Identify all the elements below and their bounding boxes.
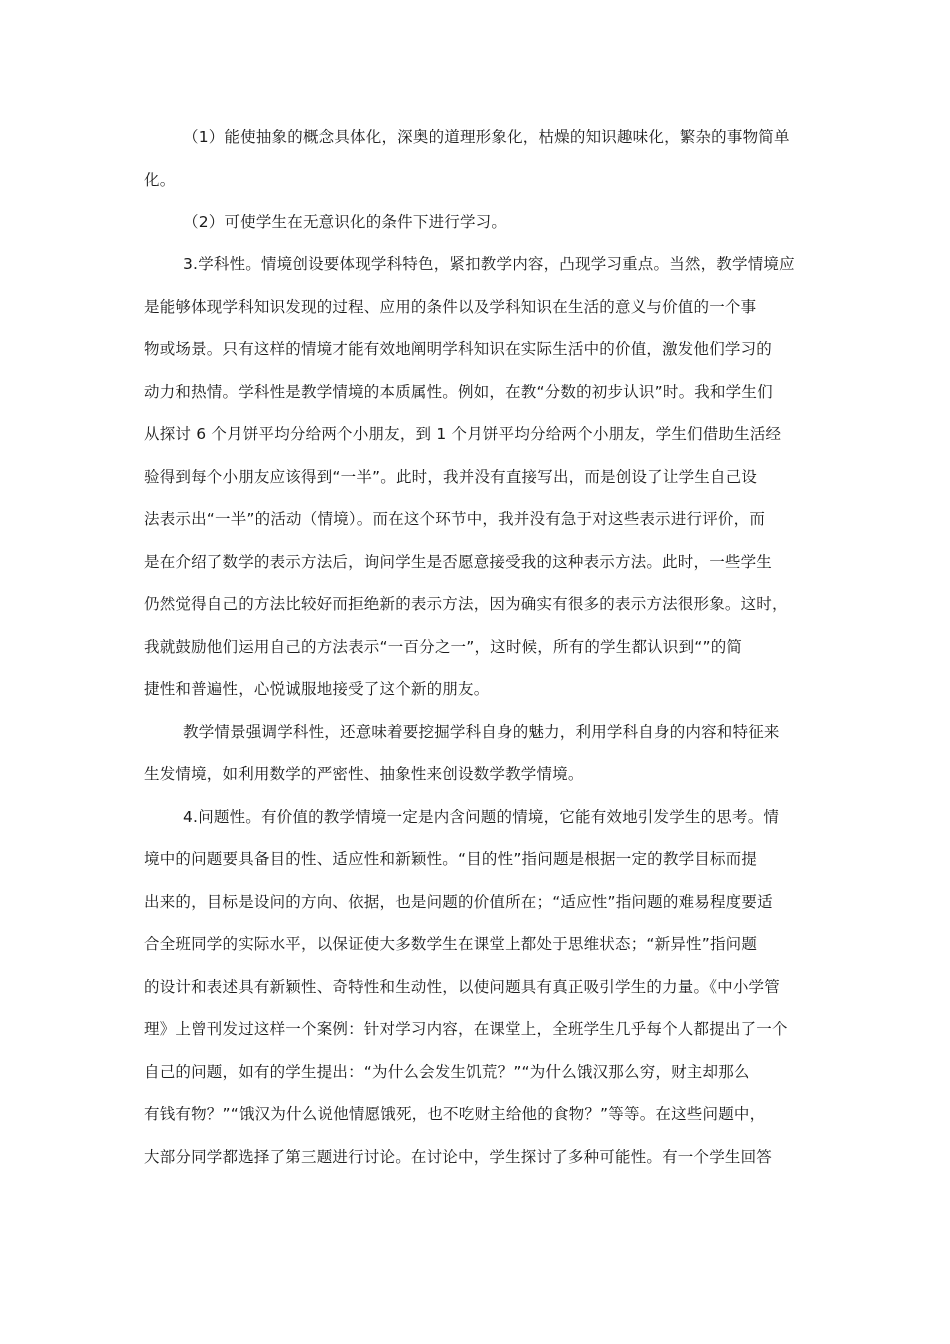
text-line: 出来的，目标是设问的方向、依据，也是问题的价值所在；“适应性”指问题的难易程度要适 (144, 893, 773, 911)
text-line: 化。 (144, 171, 176, 189)
text-line: 是在介绍了数学的表示方法后，询问学生是否愿意接受我的这种表示方法。此时，一些学生 (144, 553, 773, 571)
text-line: 有钱有物？”“饿汉为什么说他情愿饿死，也不吃财主给他的食物？”等等。在这些问题中， (144, 1105, 766, 1123)
text-line: 仍然觉得自己的方法比较好而拒绝新的表示方法，因为确实有很多的表示方法很形象。这时， (144, 595, 788, 613)
text-line: 从探讨 6 个月饼平均分给两个小朋友，到 1 个月饼平均分给两个小朋友，学生们借助生活经 (144, 425, 782, 443)
text-line: 物或场景。只有这样的情境才能有效地阐明学科知识在实际生活中的价值，激发他们学习的 (144, 340, 773, 358)
text-line: （2）可使学生在无意识化的条件下进行学习。 (183, 213, 508, 231)
text-line: 是能够体现学科知识发现的过程、应用的条件以及学科知识在生活的意义与价值的一个事 (144, 298, 757, 316)
text-line: 验得到每个小朋友应该得到“一半”。此时，我并没有直接写出，而是创设了让学生自己设 (144, 468, 758, 486)
text-line: 的设计和表述具有新颖性、奇特性和生动性，以使问题具有真正吸引学生的力量。《中小学管 (144, 978, 780, 996)
text-line: 生发情境，如利用数学的严密性、抽象性来创设数学教学情境。 (144, 765, 584, 783)
text-line: 境中的问题要具备目的性、适应性和新颖性。“目的性”指问题是根据一定的教学目标而提 (144, 850, 758, 868)
text-line: 捷性和普遍性，心悦诚服地接受了这个新的朋友。 (144, 680, 490, 698)
text-line: 合全班同学的实际水平，以保证使大多数学生在课堂上都处于思维状态；“新异性”指问题 (144, 935, 758, 953)
text-line: 动力和热情。学科性是教学情境的本质属性。例如，在教“分数的初步认识”时。我和学生们 (144, 383, 773, 401)
text-line: 教学情景强调学科性，还意味着要挖掘学科自身的魅力，利用学科自身的内容和特征来 (183, 723, 780, 741)
text-line: 法表示出“一半”的活动（情境）。而在这个环节中，我并没有急于对这些表示进行评价，而 (144, 510, 766, 528)
text-line: 4.问题性。有价值的教学情境一定是内含问题的情境，它能有效地引发学生的思考。情 (183, 808, 780, 826)
text-line: （1）能使抽象的概念具体化，深奥的道理形象化，枯燥的知识趣味化，繁杂的事物简单 (183, 128, 790, 146)
text-line: 大部分同学都选择了第三题进行讨论。在讨论中，学生探讨了多种可能性。有一个学生回答 (144, 1148, 773, 1166)
text-line: 我就鼓励他们运用自己的方法表示“一百分之一”，这时候，所有的学生都认识到“”的简 (144, 638, 743, 656)
text-line: 3.学科性。情境创设要体现学科特色，紧扣教学内容，凸现学习重点。当然，教学情境应 (183, 255, 795, 273)
text-line: 自己的问题，如有的学生提出：“为什么会发生饥荒？”“为什么饿汉那么穷，财主却那么 (144, 1063, 750, 1081)
text-line: 理》上曾刊发过这样一个案例：针对学习内容，在课堂上，全班学生几乎每个人都提出了一个 (144, 1020, 788, 1038)
